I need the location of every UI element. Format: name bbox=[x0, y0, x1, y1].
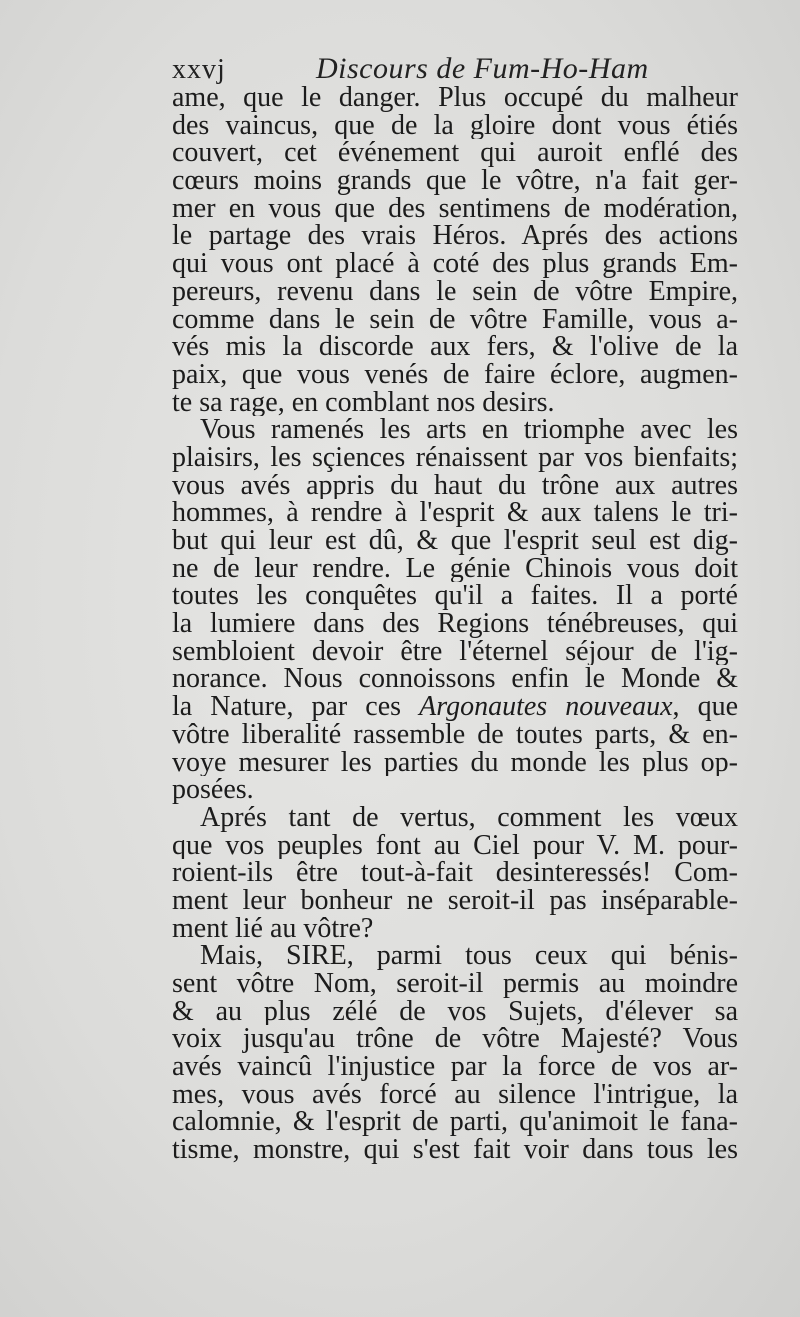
text-line: ment leur bonheur ne seroit-il pas inséparable- bbox=[172, 886, 738, 915]
text-line: sembloient devoir être l'éternel séjour de l'ig- bbox=[172, 637, 738, 666]
text-line-with-italic bbox=[172, 693, 738, 721]
text-line: cœurs moins grands que le vôtre, n'a fait ger- bbox=[172, 167, 738, 195]
text-line: que vos peuples font au Ciel pour V. M. pour- bbox=[172, 831, 738, 860]
text-segment: la Nature, par ces bbox=[172, 693, 402, 721]
text-line: ne de leur rendre. Le génie Chinois vous doit bbox=[172, 554, 738, 583]
text-line: sent vôtre Nom, seroit-il permis au moindre bbox=[172, 970, 738, 998]
running-title: Discours de Fum-Ho-Ham bbox=[316, 52, 649, 85]
text-line: Aprés tant de vertus, comment les vœux bbox=[200, 803, 738, 832]
text-line: te sa rage, en comblant nos desirs. bbox=[172, 388, 555, 417]
text-line: Vous ramenés les arts en triomphe avec les bbox=[200, 416, 738, 444]
text-line: des vaincus, que de la gloire dont vous étiés bbox=[172, 111, 738, 140]
text-line: couvert, cet événement qui auroit enflé des bbox=[172, 139, 738, 168]
text-line: pereurs, revenu dans le sein de vôtre Empire, bbox=[172, 277, 738, 306]
text-line: Mais, SIRE, parmi tous ceux qui bénis- bbox=[200, 942, 738, 970]
text-line: hommes, à rendre à l'esprit & aux talens le tri- bbox=[172, 499, 738, 527]
text-line: ame, que le danger. Plus occupé du malheur bbox=[172, 84, 738, 112]
text-line: posées. bbox=[172, 776, 254, 804]
italic-phrase: Argonautes nouveaux bbox=[419, 693, 673, 721]
text-line: qui vous ont placé à coté des plus grands Em- bbox=[172, 250, 738, 278]
text-line: mes, vous avés forcé au silence l'intrigue, la bbox=[172, 1080, 738, 1109]
text-line: la lumiere dans des Regions ténébreuses, qui bbox=[172, 610, 738, 638]
text-line: le partage des vrais Héros. Aprés des actions bbox=[172, 222, 738, 251]
text-line: ment lié au vôtre? bbox=[172, 914, 374, 943]
text-line: vés mis la discorde aux fers, & l'olive de la bbox=[172, 333, 738, 361]
text-segment: , que bbox=[672, 693, 738, 721]
text-line: toutes les conquêtes qu'il a faites. Il a porté bbox=[172, 582, 738, 611]
text-line: calomnie, & l'esprit de parti, qu'animoit le fana- bbox=[172, 1108, 738, 1137]
text-line: plaisirs, les sçiences rénaissent par vos bienfaits; bbox=[172, 443, 738, 472]
text-line: voix jusqu'au trône de vôtre Majesté? Vous bbox=[172, 1025, 738, 1054]
text-line: vôtre liberalité rassemble de toutes parts, & en- bbox=[172, 720, 738, 749]
text-line: but qui leur est dû, & que l'esprit seul est dig- bbox=[172, 527, 738, 555]
text-line: paix, que vous venés de faire éclore, augmen- bbox=[172, 360, 738, 389]
text-line: norance. Nous connoissons enfin le Monde & bbox=[172, 665, 738, 694]
text-line: mer en vous que des sentimens de modération, bbox=[172, 194, 738, 223]
text-line: vous avés appris du haut du trône aux autres bbox=[172, 471, 738, 500]
text-line: comme dans le sein de vôtre Famille, vous a- bbox=[172, 305, 738, 334]
body-text bbox=[172, 84, 738, 1164]
text-line: roient-ils être tout-à-fait desinteressés! Com- bbox=[172, 859, 738, 887]
text-line: tisme, monstre, qui s'est fait voir dans tous les bbox=[172, 1136, 738, 1164]
text-line: avés vaincû l'injustice par la force de vos ar- bbox=[172, 1053, 738, 1081]
text-line: voye mesurer les parties du monde les plus op- bbox=[172, 748, 738, 777]
page-number: xxvj bbox=[172, 54, 226, 85]
text-line: & au plus zélé de vos Sujets, d'élever sa bbox=[172, 997, 738, 1026]
